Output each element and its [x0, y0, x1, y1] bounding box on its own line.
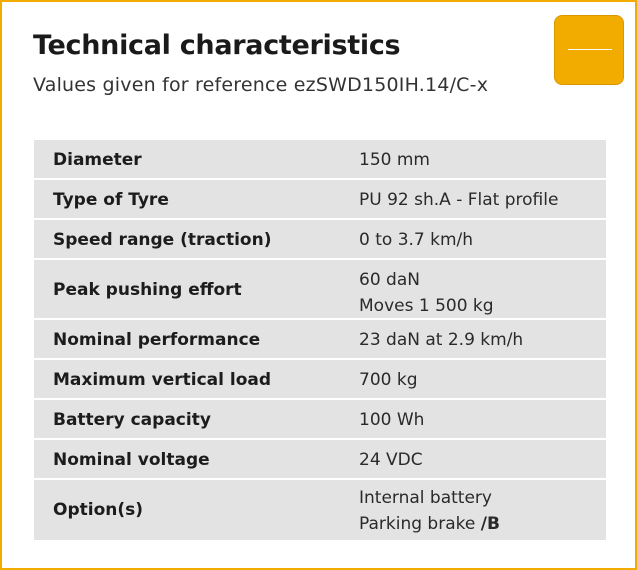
hamburger-menu-icon	[568, 49, 612, 50]
spec-value: PU 92 sh.A - Flat profile	[359, 190, 559, 210]
page-title: Technical characteristics	[33, 30, 401, 61]
spec-row	[34, 440, 606, 480]
spec-label: Nominal performance	[53, 330, 261, 350]
spec-row	[34, 140, 606, 180]
spec-row	[34, 480, 606, 540]
page-subtitle: Values given for reference ezSWD150IH.14/C-x	[33, 74, 489, 96]
spec-label: Nominal voltage	[53, 450, 210, 470]
spec-row	[34, 180, 606, 220]
spec-value: 700 kg	[359, 370, 418, 390]
spec-value	[359, 267, 494, 319]
spec-value-line	[359, 511, 500, 537]
spec-table	[34, 140, 606, 540]
spec-value-text: Parking brake	[359, 514, 476, 534]
spec-row	[34, 360, 606, 400]
spec-label: Maximum vertical load	[53, 370, 272, 390]
spec-label: Speed range (traction)	[53, 230, 272, 250]
spec-label: Peak pushing effort	[53, 280, 242, 300]
spec-value: 0 to 3.7 km/h	[359, 230, 474, 250]
spec-row	[34, 220, 606, 260]
spec-label: Battery capacity	[53, 410, 211, 430]
spec-value-line: Moves 1 500 kg	[359, 296, 494, 316]
spec-row	[34, 260, 606, 320]
spec-value: 150 mm	[359, 150, 430, 170]
option-code-badge: /B	[480, 514, 500, 534]
spec-label: Option(s)	[53, 500, 144, 520]
spec-value: 100 Wh	[359, 410, 425, 430]
spec-label: Diameter	[53, 150, 142, 170]
spec-row	[34, 320, 606, 360]
menu-button[interactable]	[554, 15, 624, 85]
spec-row	[34, 400, 606, 440]
spec-value-line: Internal battery	[359, 488, 492, 508]
spec-value: 24 VDC	[359, 450, 423, 470]
spec-value-line: 60 daN	[359, 270, 420, 290]
spec-value	[359, 485, 500, 537]
spec-label: Type of Tyre	[53, 190, 169, 210]
spec-value: 23 daN at 2.9 km/h	[359, 330, 524, 350]
